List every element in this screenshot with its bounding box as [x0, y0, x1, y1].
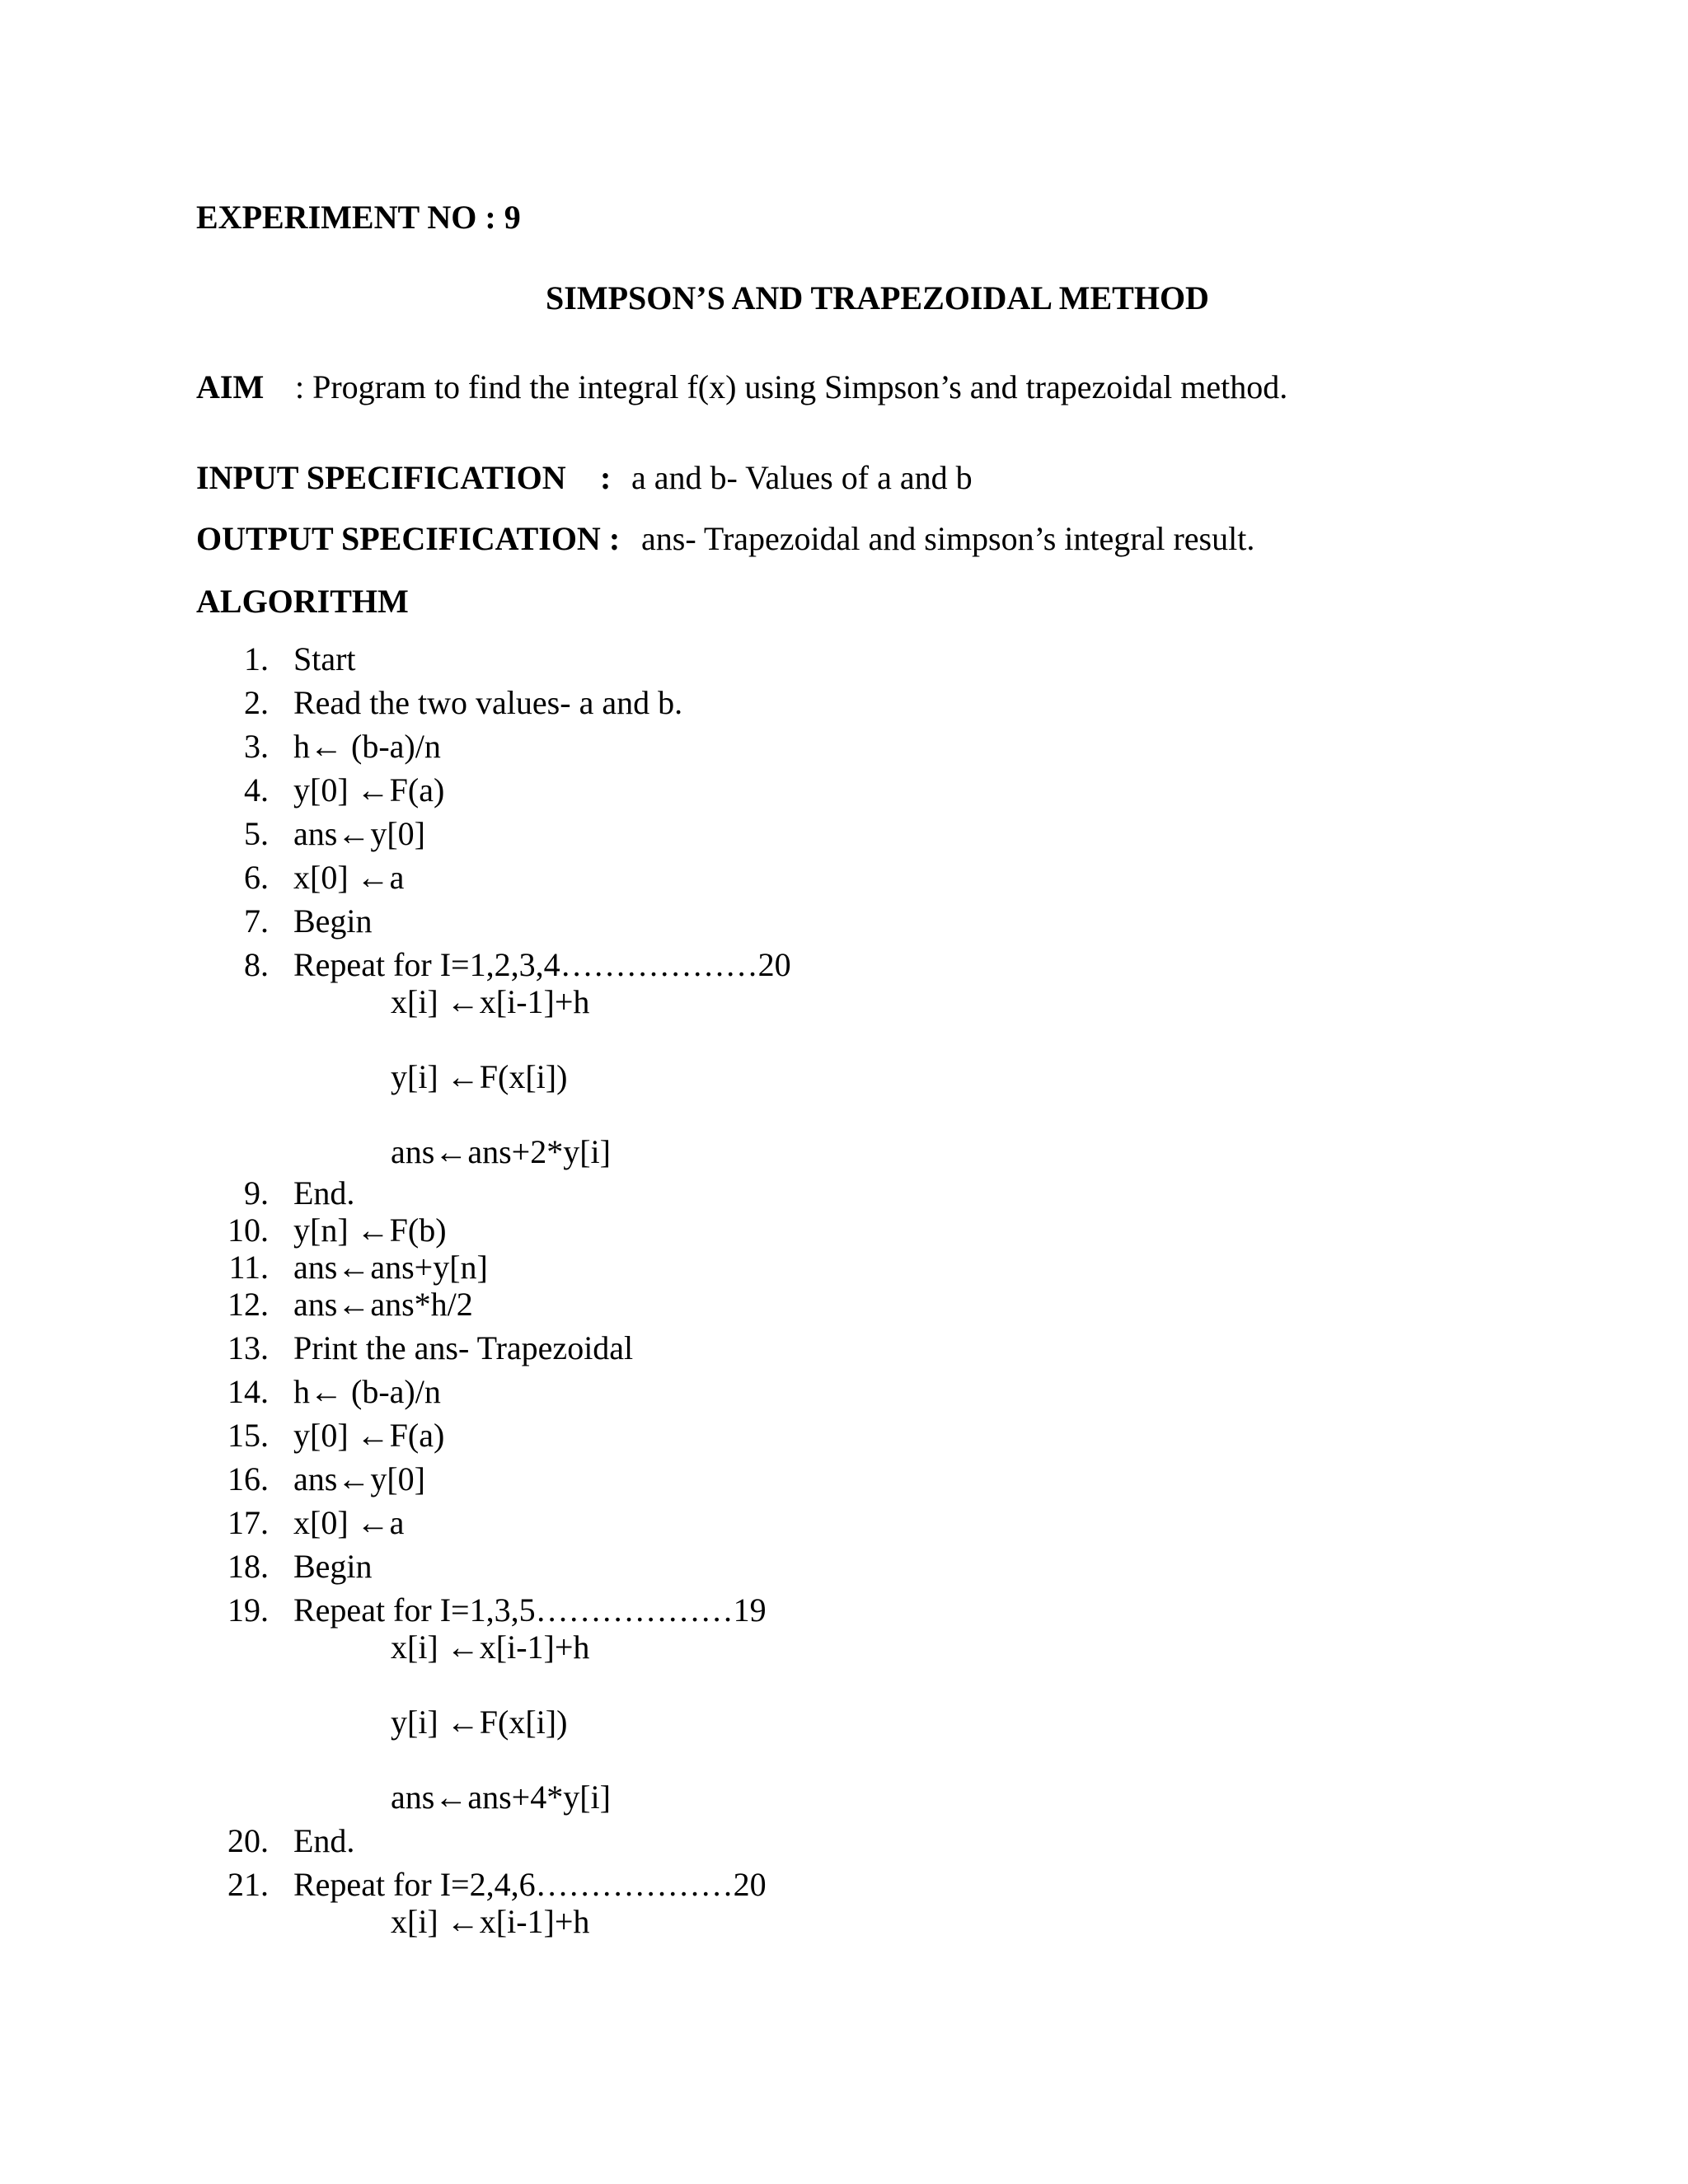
- step-number: 6.: [244, 859, 269, 896]
- step-number: 4.: [244, 771, 269, 808]
- aim-label: AIM: [196, 368, 265, 405]
- step-number: 3.: [244, 728, 269, 765]
- step-number: 9.: [244, 1174, 269, 1212]
- step-number: 18.: [227, 1548, 269, 1585]
- input-spec-text: a and b- Values of a and b: [631, 459, 973, 496]
- step-text: x[0] ←a: [293, 1504, 405, 1541]
- step-number: 19.: [227, 1591, 269, 1629]
- step-text: End.: [293, 1822, 355, 1859]
- step-text: h← (b-a)/n: [293, 728, 441, 765]
- step-text: y[0] ←F(a): [293, 1417, 445, 1454]
- step-text: End.: [293, 1174, 355, 1212]
- output-spec-label: OUTPUT SPECIFICATION :: [196, 520, 621, 557]
- input-spec-colon: :: [600, 459, 612, 496]
- step-number: 21.: [227, 1866, 269, 1903]
- step-text: Repeat for I=1,2,3,4………………20: [293, 946, 791, 983]
- step-text: ans←ans*h/2: [293, 1286, 473, 1323]
- step-text: y[0] ←F(a): [293, 771, 445, 808]
- step-text: Start: [293, 640, 356, 677]
- experiment-title: EXPERIMENT NO : 9: [196, 199, 521, 236]
- step-number: 13.: [227, 1329, 269, 1366]
- step-text: Print the ans- Trapezoidal: [293, 1329, 634, 1366]
- step-number: 15.: [227, 1417, 269, 1454]
- loop-statement: ans←ans+4*y[i]: [391, 1779, 611, 1816]
- step-number: 7.: [244, 902, 269, 940]
- step-number: 10.: [227, 1212, 269, 1249]
- step-number: 5.: [244, 815, 269, 852]
- step-text: Begin: [293, 902, 373, 940]
- step-number: 11.: [228, 1249, 269, 1286]
- loop-statement: y[i] ←F(x[i]): [391, 1058, 568, 1095]
- step-number: 1.: [244, 640, 269, 677]
- loop-statement: x[i] ←x[i-1]+h: [391, 1903, 590, 1940]
- step-number: 8.: [244, 946, 269, 983]
- output-spec-text: ans- Trapezoidal and simpson’s integral result.: [641, 520, 1255, 557]
- loop-statement: x[i] ←x[i-1]+h: [391, 1629, 590, 1666]
- step-number: 14.: [227, 1373, 269, 1410]
- algorithm-label: ALGORITHM: [196, 583, 409, 620]
- step-text: Repeat for I=2,4,6………………20: [293, 1866, 767, 1903]
- step-text: x[0] ←a: [293, 859, 405, 896]
- step-text: ans←y[0]: [293, 815, 425, 852]
- step-number: 12.: [227, 1286, 269, 1323]
- aim-text: : Program to find the integral f(x) using Simpson’s and trapezoidal method.: [295, 368, 1288, 405]
- loop-statement: ans←ans+2*y[i]: [391, 1133, 611, 1170]
- step-number: 20.: [227, 1822, 269, 1859]
- method-title: SIMPSON’S AND TRAPEZOIDAL METHOD: [546, 279, 1209, 316]
- step-text: h← (b-a)/n: [293, 1373, 441, 1410]
- step-number: 2.: [244, 684, 269, 721]
- step-text: Repeat for I=1,3,5………………19: [293, 1591, 767, 1629]
- step-text: Read the two values- a and b.: [293, 684, 683, 721]
- step-text: y[n] ←F(b): [293, 1212, 447, 1249]
- step-text: Begin: [293, 1548, 373, 1585]
- step-number: 17.: [227, 1504, 269, 1541]
- step-number: 16.: [227, 1460, 269, 1497]
- loop-statement: y[i] ←F(x[i]): [391, 1704, 568, 1741]
- step-text: ans←y[0]: [293, 1460, 425, 1497]
- loop-statement: x[i] ←x[i-1]+h: [391, 983, 590, 1020]
- step-text: ans←ans+y[n]: [293, 1249, 488, 1286]
- input-spec-label: INPUT SPECIFICATION: [196, 459, 566, 496]
